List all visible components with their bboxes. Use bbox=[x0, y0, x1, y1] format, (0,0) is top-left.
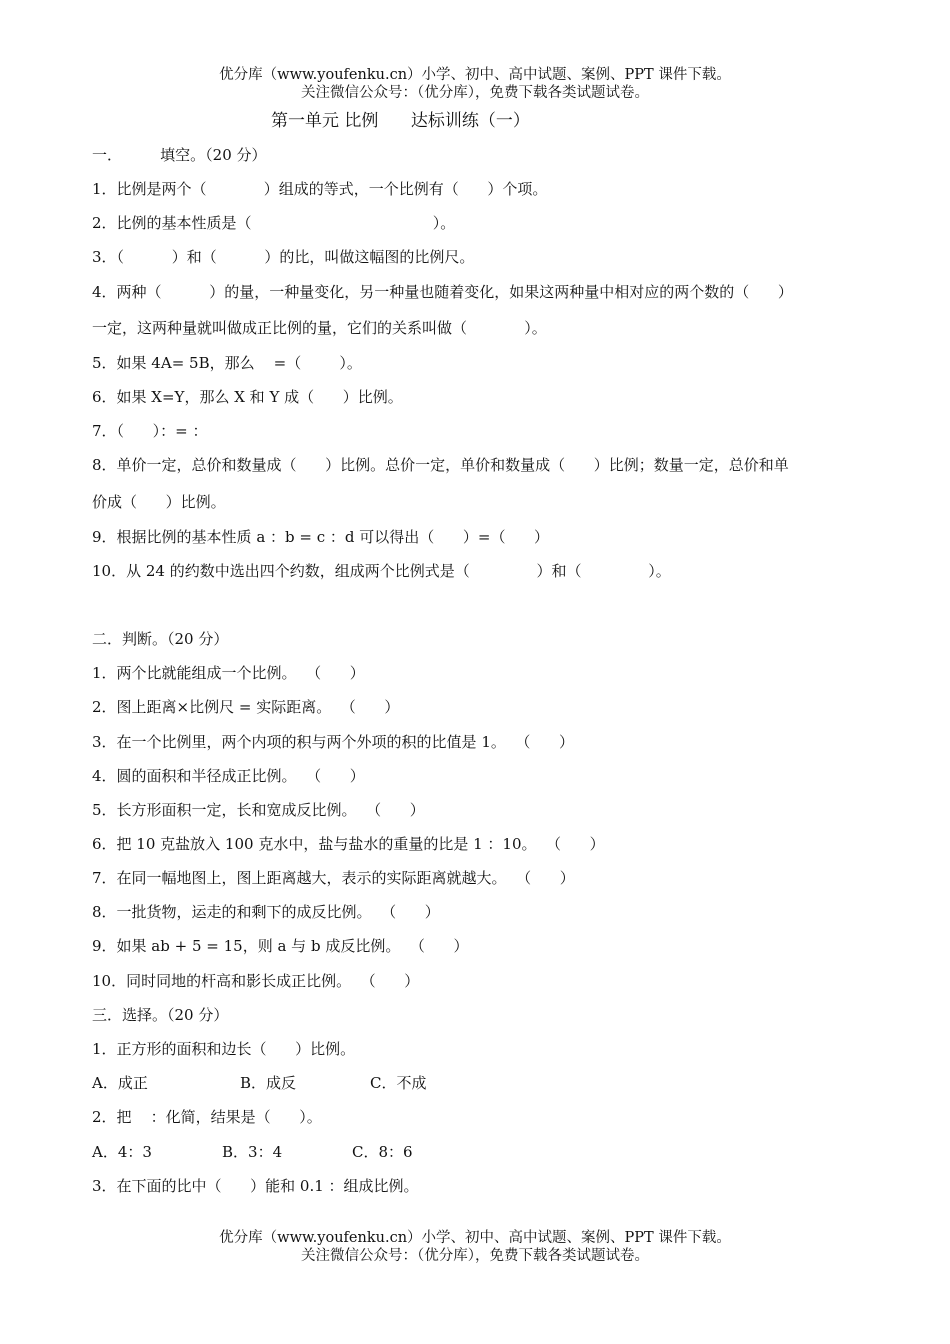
page-header bbox=[0, 66, 950, 102]
fill-item-8: 8．单价一定，总价和数量成（ ）比例。总价一定，单价和数量成（ ）比例；数量一定，总价和单 bbox=[92, 456, 789, 474]
header-line-1: 优分库（www.youfenku.cn）小学、初中、高中试题、案例、PPT 课件下载。 bbox=[219, 67, 731, 83]
fill-item-7: 7．（ ）：= ： bbox=[92, 422, 208, 440]
choice-question-3: 3．在下面的比中（ ）能和 0.1 ：组成比例。 bbox=[92, 1177, 419, 1195]
fill-item-6: 6．如果 X=Y，那么 X 和 Y 成（ ）比例。 bbox=[92, 388, 403, 406]
choice-2-option-b: B．3：4 bbox=[222, 1143, 283, 1161]
fill-item-3: 3．（ ）和（ ）的比，叫做这幅图的比例尺。 bbox=[92, 248, 475, 266]
fill-item-1: 1．比例是两个（ ）组成的等式，一个比例有（ ）个项。 bbox=[92, 180, 548, 198]
section3-heading: 三．选择。（20 分） bbox=[92, 1006, 229, 1024]
footer-line-1: 优分库（www.youfenku.cn）小学、初中、高中试题、案例、PPT 课件下载。 bbox=[219, 1230, 731, 1246]
section2-heading: 二．判断。（20 分） bbox=[92, 630, 229, 648]
header-line-2: 关注微信公众号：（优分库），免费下载各类试题试卷。 bbox=[301, 85, 649, 101]
judge-item-1: 1．两个比就能组成一个比例。 （ ） bbox=[92, 664, 365, 682]
choice-question-1: 1．正方形的面积和边长（ ）比例。 bbox=[92, 1040, 356, 1058]
choice-2-option-a: A．4：3 bbox=[92, 1143, 152, 1161]
fill-item-4-cont: 一定，这两种量就叫做成正比例的量，它们的关系叫做（ ）。 bbox=[92, 319, 547, 337]
judge-item-10: 10．同时同地的杆高和影长成正比例。 （ ） bbox=[92, 972, 420, 990]
judge-item-4: 4．圆的面积和半径成正比例。 （ ） bbox=[92, 767, 365, 785]
judge-item-2: 2．图上距离×比例尺 = 实际距离。 （ ） bbox=[92, 698, 400, 716]
judge-item-5: 5．长方形面积一定，长和宽成反比例。 （ ） bbox=[92, 801, 425, 819]
page-title: 第一单元 比例 达标训练（一） bbox=[271, 111, 530, 131]
choice-question-2: 2．把 ：化简，结果是（ ）。 bbox=[92, 1108, 322, 1126]
choice-2-option-c: C．8：6 bbox=[352, 1143, 413, 1161]
fill-item-10: 10．从 24 的约数中选出四个约数，组成两个比例式是（ ）和（ ）。 bbox=[92, 562, 671, 580]
fill-item-5: 5．如果 4A= 5B，那么 =（ ）。 bbox=[92, 354, 362, 372]
fill-item-2: 2．比例的基本性质是（ ）。 bbox=[92, 214, 456, 232]
choice-1-option-c: C．不成 bbox=[370, 1074, 427, 1092]
choice-1-option-a: A．成正 bbox=[92, 1074, 148, 1092]
judge-item-7: 7．在同一幅地图上，图上距离越大，表示的实际距离就越大。 （ ） bbox=[92, 869, 575, 887]
footer-line-2: 关注微信公众号：（优分库），免费下载各类试题试卷。 bbox=[301, 1248, 649, 1264]
judge-item-3: 3．在一个比例里，两个内项的积与两个外项的积的比值是 1。 （ ） bbox=[92, 733, 575, 751]
page-footer bbox=[0, 1229, 950, 1265]
fill-item-8-cont: 价成（ ）比例。 bbox=[92, 493, 226, 511]
choice-1-option-b: B．成反 bbox=[240, 1074, 297, 1092]
fill-item-4: 4．两种（ ）的量，一种量变化，另一种量也随着变化，如果这两种量中相对应的两个数的（ ） bbox=[92, 283, 793, 301]
fill-item-9: 9．根据比例的基本性质 a ：b = c ：d 可以得出（ ）=（ ） bbox=[92, 528, 550, 546]
judge-item-6: 6．把 10 克盐放入 100 克水中，盐与盐水的重量的比是 1 ：10。 （ ） bbox=[92, 835, 605, 853]
judge-item-8: 8．一批货物，运走的和剩下的成反比例。 （ ） bbox=[92, 903, 440, 921]
section1-heading: 一． 填空。（20 分） bbox=[92, 146, 267, 164]
judge-item-9: 9．如果 ab + 5 = 15，则 a 与 b 成反比例。 （ ） bbox=[92, 937, 469, 955]
